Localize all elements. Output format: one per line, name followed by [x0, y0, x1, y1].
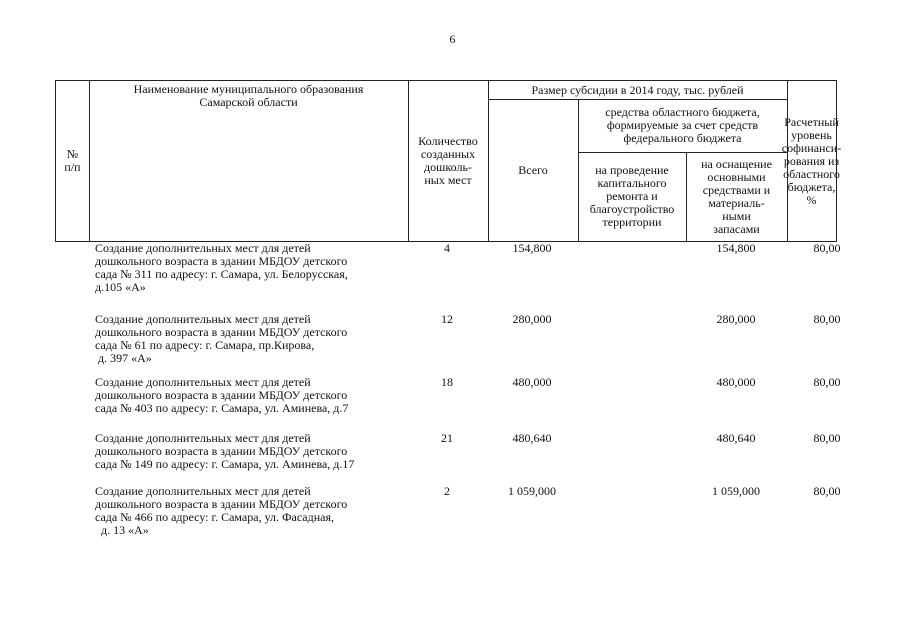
row-count: 2: [444, 484, 450, 498]
row-rate: 80,00: [813, 431, 841, 445]
row-rate: 80,00: [813, 312, 841, 326]
row-equipment: 280,000: [716, 312, 756, 326]
row-total: 1 059,000: [508, 484, 556, 498]
header-regional-budget: средства областного бюджета, формируемые за счет средств федерального бюджета: [605, 105, 760, 145]
row-name: Создание дополнительных мест для детей дошкольного возраста в здании МБДОУ детского сада № 466 по адресу: г. Самара, ул. Фасадная, д. 13 «А»: [95, 484, 348, 537]
header-count: Количество созданных дошколь- ных мест: [418, 134, 478, 187]
row-count: 12: [441, 312, 453, 326]
row-total: 480,000: [512, 375, 552, 389]
page-number: 6: [449, 32, 456, 46]
row-name: Создание дополнительных мест для детей дошкольного возраста в здании МБДОУ детского сада № 61 по адресу: г. Самара, пр.Кирова, д. 397 «А»: [95, 312, 348, 365]
row-count: 21: [441, 431, 453, 445]
row-equipment: 480,000: [716, 375, 756, 389]
row-equipment: 1 059,000: [712, 484, 760, 498]
row-name: Создание дополнительных мест для детей дошкольного возраста в здании МБДОУ детского сада № 403 по адресу: г. Самара, ул. Аминева, д.7: [95, 375, 349, 415]
header-capital-repair: на проведение капитального ремонта и благоустройство территории: [589, 163, 675, 229]
row-total: 154,800: [512, 241, 552, 255]
header-rate: Расчетный уровень софинанси- рования из областного бюджета, %: [781, 114, 842, 207]
header-subsidy: Размер субсидии в 2014 году, тыс. рублей: [531, 82, 744, 97]
row-rate: 80,00: [813, 241, 841, 255]
header-equipment: на оснащение основными средствами и материаль- ными запасами: [701, 156, 772, 236]
row-rate: 80,00: [813, 484, 841, 498]
header-name: Наименование муниципального образования Самарской области: [133, 82, 364, 109]
row-name: Создание дополнительных мест для детей дошкольного возраста в здании МБДОУ детского сада № 149 по адресу: г. Самара, ул. Аминева, д.17: [95, 431, 355, 471]
row-name: Создание дополнительных мест для детей дошкольного возраста в здании МБДОУ детского сада № 311 по адресу: г. Самара, ул. Белорусская, д.105 «А»: [95, 241, 348, 294]
row-total: 480,640: [512, 431, 552, 445]
row-count: 18: [441, 375, 453, 389]
row-equipment: 480,640: [716, 431, 756, 445]
header-total: Всего: [518, 162, 548, 177]
header-num: № п/п: [64, 147, 81, 174]
row-count: 4: [444, 241, 450, 255]
row-equipment: 154,800: [716, 241, 756, 255]
table-header: [55, 80, 842, 242]
row-total: 280,000: [512, 312, 552, 326]
row-rate: 80,00: [813, 375, 841, 389]
